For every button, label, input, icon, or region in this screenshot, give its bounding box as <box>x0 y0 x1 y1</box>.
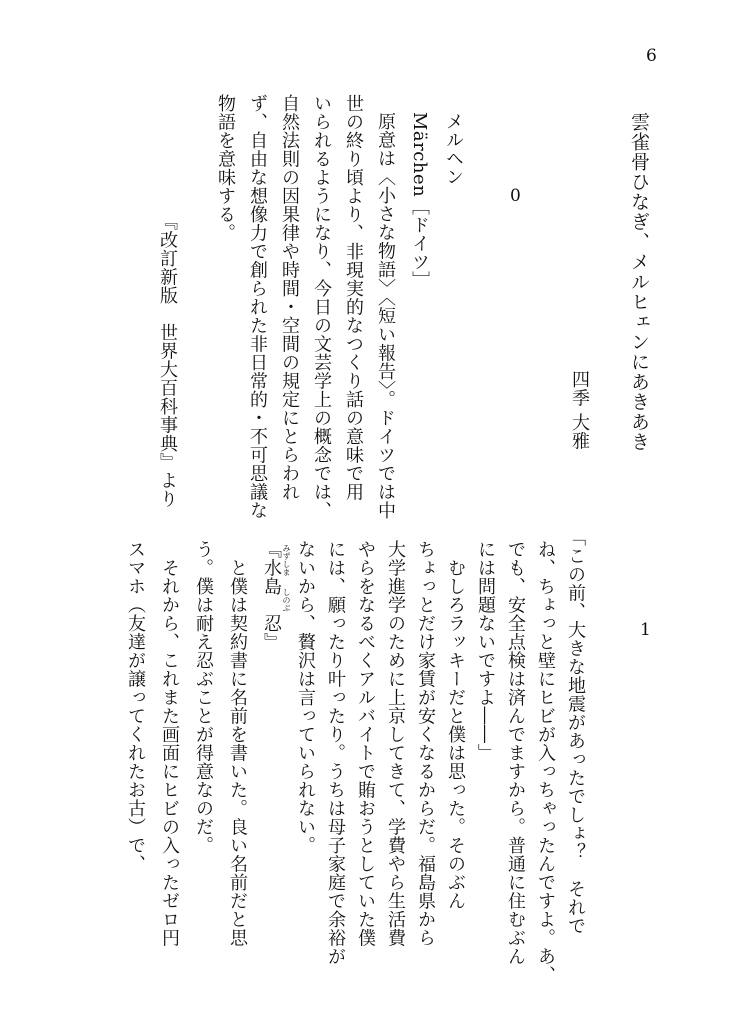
definition-line: 自然法則の因果律や時間・空間の規定にとらわれ <box>279 94 300 501</box>
body-line: と僕は契約書に名前を書いた。良い名前だと思 <box>227 540 248 947</box>
ruby-mizushima: みずしま <box>282 544 291 576</box>
section-1-number: 1 <box>640 620 651 640</box>
body-line: 「この前、大きな地震があったでしょ？ それで <box>565 528 586 935</box>
definition-line: いられるようになり、今日の文芸学上の概念では、 <box>311 94 332 520</box>
author-name: 四季 大雅 <box>569 370 590 451</box>
definition-line: 物語を意味する。 <box>215 94 236 242</box>
definition-line: 世の終り頃より、非現実的なつくり話の意味で用 <box>343 94 364 501</box>
body-line: には、願ったり叶ったり。うちは母子家庭で余裕が <box>325 540 346 966</box>
body-line: でも、安全点検は済んでますから。普通に住むぶん <box>505 540 526 966</box>
section-0-number: 0 <box>510 186 521 206</box>
body-line: には問題ないですよ――」 <box>475 540 496 762</box>
page-number: 6 <box>646 46 657 66</box>
body-line: ちょっとだけ家賃が安くなるからだ。福島県から <box>415 540 436 947</box>
body-line: スマホ（友達が譲ってくれたお古）で、 <box>125 540 146 873</box>
definition-entry: Märchen［ドイツ］ <box>409 112 430 290</box>
ruby-shinobu: しのぶ <box>282 588 291 612</box>
definition-line: 原意は〈小さな物語〉〈短い報告〉。ドイツでは中 <box>375 112 396 520</box>
body-line: やらをなるべくアルバイトで賄おうとしていた僕 <box>355 540 376 947</box>
body-line: それから、これまた画面にヒビの入ったゼロ円 <box>159 540 180 947</box>
body-line: ないから、贅沢は言っていられない。 <box>295 540 316 855</box>
body-line: う。僕は耐え忍ぶことが得意なのだ。 <box>193 540 214 855</box>
body-line: 大学進学のために上京してきて、学費やら生活費 <box>385 540 406 947</box>
definition-headword: メルヘン <box>443 112 464 186</box>
definition-source: 『改訂新版 世界大百科事典』より <box>157 212 178 508</box>
definition-line: ず、自由な想像力で創られた非日常的・不可思議な <box>247 94 268 520</box>
body-line: ね、ちょっと壁にヒビが入っちゃったんですよ。あ、 <box>535 540 556 984</box>
story-title: 雲雀骨ひなぎ、メルヒェンにあきあき <box>628 112 650 452</box>
body-line: むしろラッキーだと僕は思った。そのぶん <box>445 540 466 910</box>
body-line-name: 『水島 忍』 <box>261 540 282 651</box>
